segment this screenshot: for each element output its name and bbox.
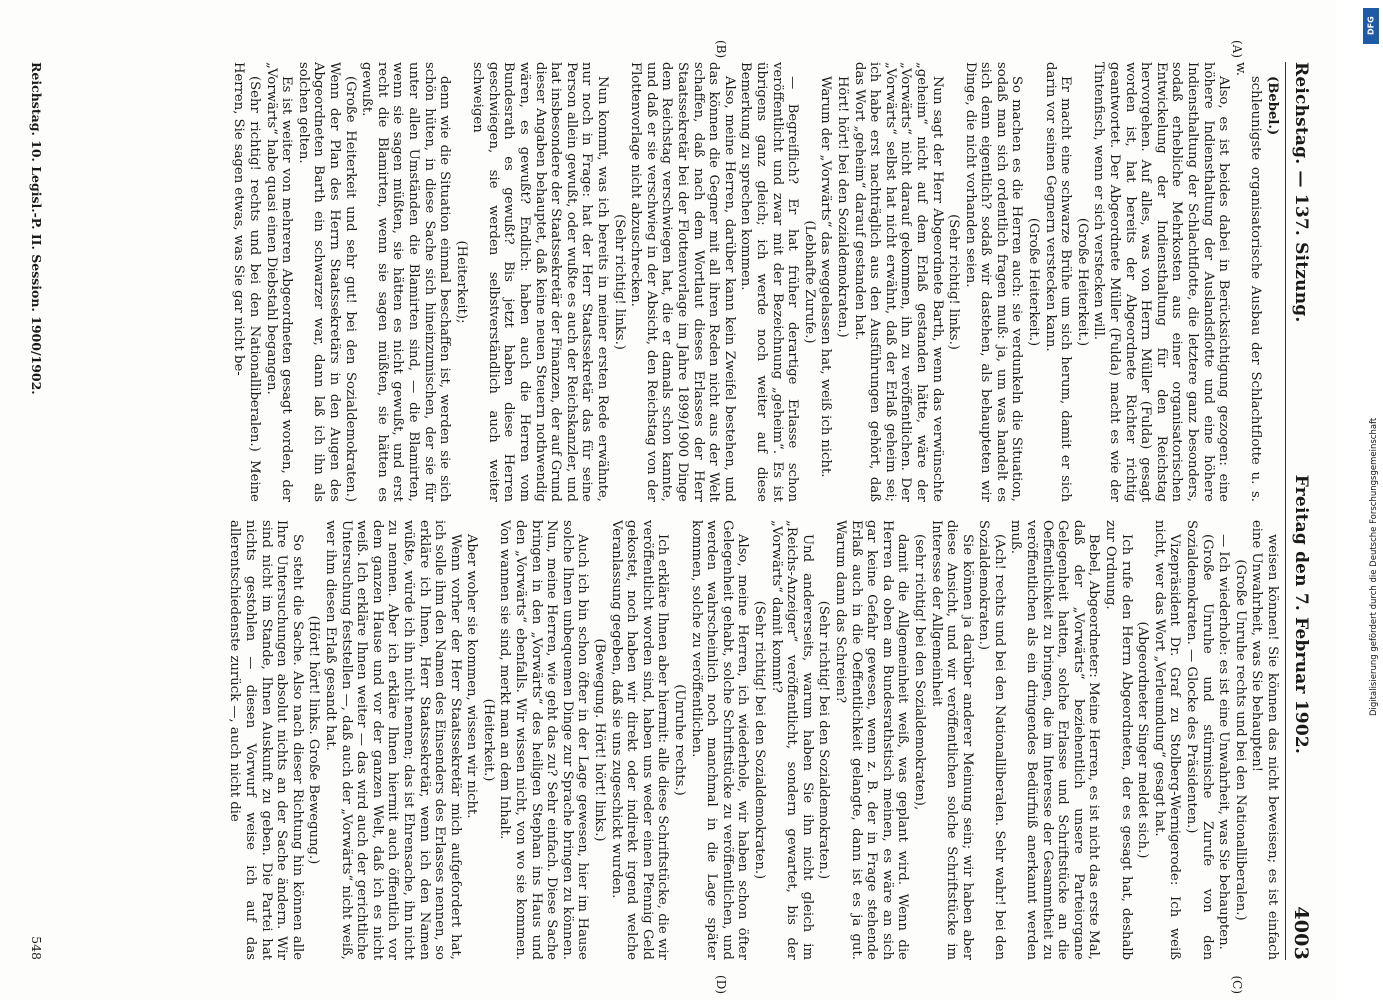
- paragraph: (Lebhafte Zurufe.): [801, 220, 817, 344]
- paragraph: Auch ich bin schon öfter in der Lage gewesen, hier im Hause solche Ihnen unbequemen Dinge zur Sprache bringen zu können. Nun, meine Herren, wie geht das zu? Sehr einfach. Diese Sache bringen in den „Vorwärts“ des heiligen Stephan ins Haus und den „Vorwärts“ ebenfalls. Wir wissen nicht, von wo sie kommen. Von wannen sie sind, merkt man an dem Inhalt.: [497, 520, 591, 960]
- paragraph: Er macht eine schwarze Brühe um sich herum, damit er sich darin vor seinen Gegnern verstecken kann.: [1042, 62, 1074, 502]
- text-columns: [54, 62, 1280, 960]
- paragraph: (Große Heiterkeit.): [1026, 217, 1042, 347]
- paragraph: (Bewegung. Hört! hört! links.): [592, 638, 608, 842]
- page-footer: [24, 62, 44, 960]
- paragraph: (Sehr richtig! bei den Sozialdemokraten.): [816, 600, 832, 880]
- paragraph: Nun sagt der Herr Abgeordnete Barth, wenn das verwünschte „geheim“ nicht auf dem Erlaß gestanden hätte, wäre der „Vorwärts“ nicht darauf gekommen, ihn zu veröffentlichen. Der „Vorwärts“ selbst hat nicht erwähnt, daß der Erlaß geheim sei; ich habe erst nachträglich aus den Ausführungen gehört, daß das Wort „geheim“ darauf gestanden hat.: [851, 62, 945, 502]
- paragraph: Also, meine Herren, ich wiederhole, wir haben schon öfter Gelegenheit gehabt, solche Schriftstücke zu veröffentlichen, und werden wahrscheinlich noch manchmal in die Lage später kommen, solche zu veröffentlichen.: [688, 520, 751, 960]
- paragraph: Es ist weiter von mehreren Abgeordneten gesagt worden, der „Vorwärts“ habe quasi einen Diebstahl begangen.: [263, 62, 295, 502]
- paragraph: damit die Allgemeinheit weiß, was geplant wird. Wenn die Herren da oben am Bundesrathstisch meinen, es wäre an sich gar keine Gefahr gewesen, wenn z. B. der in Frage stehende Erlaß auch in die Oeffentlichkeit gelangte, dann ist es ja gut. Warum dann das Schreien?: [832, 520, 911, 960]
- footer-sheet-number: 548: [29, 936, 44, 960]
- paragraph: Ich rufe den Herrn Abgeordneten, der es gesagt hat, deshalb zur Ordnung.: [1103, 520, 1134, 960]
- paragraph: (Sehr richtig! links.): [611, 214, 627, 350]
- paragraph: (Große Heiterkeit und sehr gut! bei den Sozialdemokraten.) Wenn der Plan des Herrn Staatssekretärs in den Augen des Abgeordneten Barth ein schwarzer war, dann laß ich ihn als solchen gelten.: [295, 62, 358, 502]
- margin-mark-c: (C): [1230, 975, 1244, 994]
- dfg-logo: DFG: [1363, 8, 1379, 44]
- paragraph: (Große Heiterkeit.): [1074, 217, 1090, 347]
- paragraph: (Ach! rechts und bei den Nationalliberalen. Sehr wahr! bei den Sozialdemokraten.): [976, 520, 1007, 960]
- paragraph: (Sehr richtig! rechts und bei den Nationalliberalen.) Meine Herren, Sie sagen etwas, was Sie gar nicht be-: [231, 62, 262, 502]
- right-column: [54, 520, 1280, 960]
- paragraph: Und andererseits, warum haben Sie ihn nicht gleich im „Reichs-Anzeiger“ veröffentlicht, sondern gewartet, bis der „Vorwärts“ damit kommt?: [768, 520, 815, 960]
- attribution-text: Digitalisierung gefördert durch die Deutsche Forschungsgemeinschaft: [1369, 417, 1379, 716]
- left-column: [54, 62, 1280, 502]
- margin-mark-a: (A): [1230, 40, 1244, 59]
- footer-signature: Reichstag. 10. Legisl.-P. II. Session. 1900/1902.: [29, 62, 44, 395]
- paragraph: (sehr richtig! bei den Sozialdemokraten),: [911, 534, 927, 811]
- paragraph: (Heiterkeit);: [453, 240, 469, 324]
- paragraph: weisen können! Sie können das nicht beweisen; es ist einfach eine Unwahrheit, was Sie behaupten!: [1249, 520, 1280, 960]
- paragraph: Bebel, Abgeordneter: Meine Herren, es ist nicht das erste Mal, daß der „Vorwärts“ beziehentlich unsere Parteiorgane Gelegenheit hatten, solche Erlasse und Schriftstücke an die Oeffentlichkeit zu bringen, die im Interesse der Gesammtheit zu veröffentlichen als ein dringendes Bedürfniß anerkannt werden muß.: [1008, 520, 1102, 960]
- attribution-strip: [1347, 0, 1383, 1000]
- margin-mark-d: (D): [714, 975, 728, 994]
- paragraph: schleunigste organisatorische Ausbau der Schlachtflotte u. s. w.: [1232, 62, 1264, 502]
- page-number: 4003: [1290, 906, 1312, 960]
- paragraph: Aber woher sie kommen, wissen wir nicht.: [464, 534, 480, 819]
- paragraph: Sie können ja darüber anderer Meinung sein; wir haben aber diese Ansicht, und wir veröffentlichen solche Schriftstücke im Interesse der Allgemeinheit: [928, 520, 975, 960]
- paragraph: Nun kommt, was ich bereits in meiner ersten Rede erwähnte, nur noch in Frage: hat der Herr Staatssekretär das für seine Person allein gewußt, oder wußte es auch der Reichskanzler, und hat insbesondere der Staatssekretär der Finanzen, der auf Grund dieser Angaben behauptet, daß keine neuen Steuern nothwendig wären, es gewußt? Endlich: haben auch die Herren vom Bundesrath es gewußt? Bis jetzt haben diese Herren geschwiegen, sie werden selbstverständlich auch weiter schweigen: [470, 62, 611, 502]
- header-date: Freitag den 7. Februar 1902.: [1291, 474, 1311, 754]
- paragraph: Wenn vorher der Herr Staatssekretär mich aufgefordert hat, ich solle ihm den Namen des Einsenders des Erlasses nennen, so erkläre ich Ihnen, Herr Staatssekretär, wenn ich den Namen wüßte, würde ich ihn nicht nennen; das ist Ehrensache, ihn nicht zu nennen. Aber ich erkläre Ihnen hiermit auch öffentlich vor dem ganzen Hause und vor der ganzen Welt, daß ich es nicht weiß. Ich erkläre Ihnen weiter — das wird auch der gerichtliche Untersuchung feststellen —, daß auch der „Vorwärts“ nicht weiß, wer ihm diesen Erlaß gesandt hat.: [322, 520, 463, 960]
- header-rule: [1285, 62, 1286, 960]
- paragraph: (Heiterkeit.): [480, 698, 496, 782]
- margin-mark-b: (B): [714, 40, 728, 59]
- paragraph: denn wie die Situation einmal beschaffen ist, werden sie sich schön hüten, in diese Sache sich hineinzumischen, der sie für unter allen Umständen die Blamirten sind, — die Blamirten, wenn sie sagen müßten, sie hätten es nicht gewußt, und erst recht die Blamirten, wenn sie sagen müßten, sie hätten es gewußt.: [359, 62, 453, 502]
- paragraph: (Sehr richtig! links.): [946, 214, 962, 350]
- paragraph: So steht die Sache. Also nach dieser Richtung hin können alle Ihre Untersuchungen absolut nichts an der Sache ändern. Wir sind nicht im Stande, Ihnen Auskunft zu geben. Die Partei hat nichts gestohlen — diesen Vorwurf weise ich auf das allerentschiedenste zurück —, auch nicht die: [227, 520, 305, 960]
- paragraph: Also, es ist beides dabei in Berücksichtigung gezogen: eine höhere Indiensthaltung der Auslandsflotte und eine höhere Indiensthaltung der Schlachtflotte, die letztere ganz besonders, sodaß erhebliche Mehrkosten aus einer organisatorischen Entwickelung der Indiensthaltung für den Reichstag hervorgehen. Auf alles, was von Herrn Müller (Fulda) gesagt worden ist, hat bereits der Abgeordnete Richter richtig geantwortet. Der Abgeordnete Müller (Fulda) macht es wie der Tintenfisch, wenn er sich verstecken will.: [1091, 62, 1232, 502]
- paragraph: — Begreiflich? Er hat früher derartige Erlasse schon veröffentlicht und zwar mit der Bezeichnung „geheim“. Es ist übrigens ganz gleich; ich werde noch weiter auf diese Bemerkung zu sprechen kommen.: [738, 62, 801, 502]
- paragraph: (Abgeordneter Singer meldet sich.): [1135, 621, 1151, 859]
- paragraph: (Bebel.): [1265, 76, 1280, 136]
- paragraph: Vizepräsident Dr. Graf zu Stolberg-Wernigerode: Ich weiß nicht, wer das Wort „Verleumdung“ gesagt hat.: [1151, 520, 1183, 960]
- page-header: [1288, 62, 1314, 960]
- paragraph: Warum der „Vorwärts“ das weggelassen hat, weiß ich nicht.: [818, 76, 834, 478]
- paragraph: Ich erkläre Ihnen aber hiermit: alle diese Schriftstücke, die wir veröffentlicht worden sind, haben uns weder einen Pfennig Geld gekostet, noch haben wir direkt oder indirekt irgend welche Veranlassung gegeben, daß sie uns zugeschickt wurden.: [608, 520, 671, 960]
- paragraph: (Hört! hört! links. Große Bewegung.): [306, 615, 322, 865]
- paragraph: (Große Unruhe rechts und bei den Nationalliberalen.): [1232, 559, 1248, 921]
- paragraph: (Große Unruhe und stürmische Zurufe von den Sozialdemokraten. — Glocke des Präsidenten.): [1184, 520, 1215, 960]
- paragraph: Also, meine Herren, darüber kann kein Zweifel bestehen, und das können die Gegner mit all ihren Reden nicht aus der Welt schaffen, daß nach dem Wortlaut dieses Erlasses der Herr Staatssekretär bei der Flottenvorlage im Jahre 1899/1900 Dinge dem Reichstag verschwiegen hat, die er damals schon kannte, und daß er sie verschwieg in der Absicht, den Reichstag von der Flottenvorlage nicht abzuschrecken.: [628, 62, 737, 502]
- paragraph: So machen es die Herren auch: sie verdunkeln die Situation, sodaß man sich ordentlich fragen muß: ja, um was handelt es sich denn eigentlich? sodaß wir dastehen, als behaupteten wir Dinge, die nicht vorhanden seien.: [962, 62, 1025, 502]
- paragraph: — Ich wiederhole: es ist eine Unwahrheit, was Sie behaupten.: [1216, 534, 1232, 950]
- paragraph: Hört! hört! bei den Sozialdemokraten.): [834, 76, 850, 338]
- paragraph: (Sehr richtig! bei den Sozialdemokraten.): [752, 600, 767, 880]
- header-left: Reichstag. — 137. Sitzung.: [1291, 62, 1311, 323]
- paragraph: (Unruhe rechts.): [672, 684, 688, 796]
